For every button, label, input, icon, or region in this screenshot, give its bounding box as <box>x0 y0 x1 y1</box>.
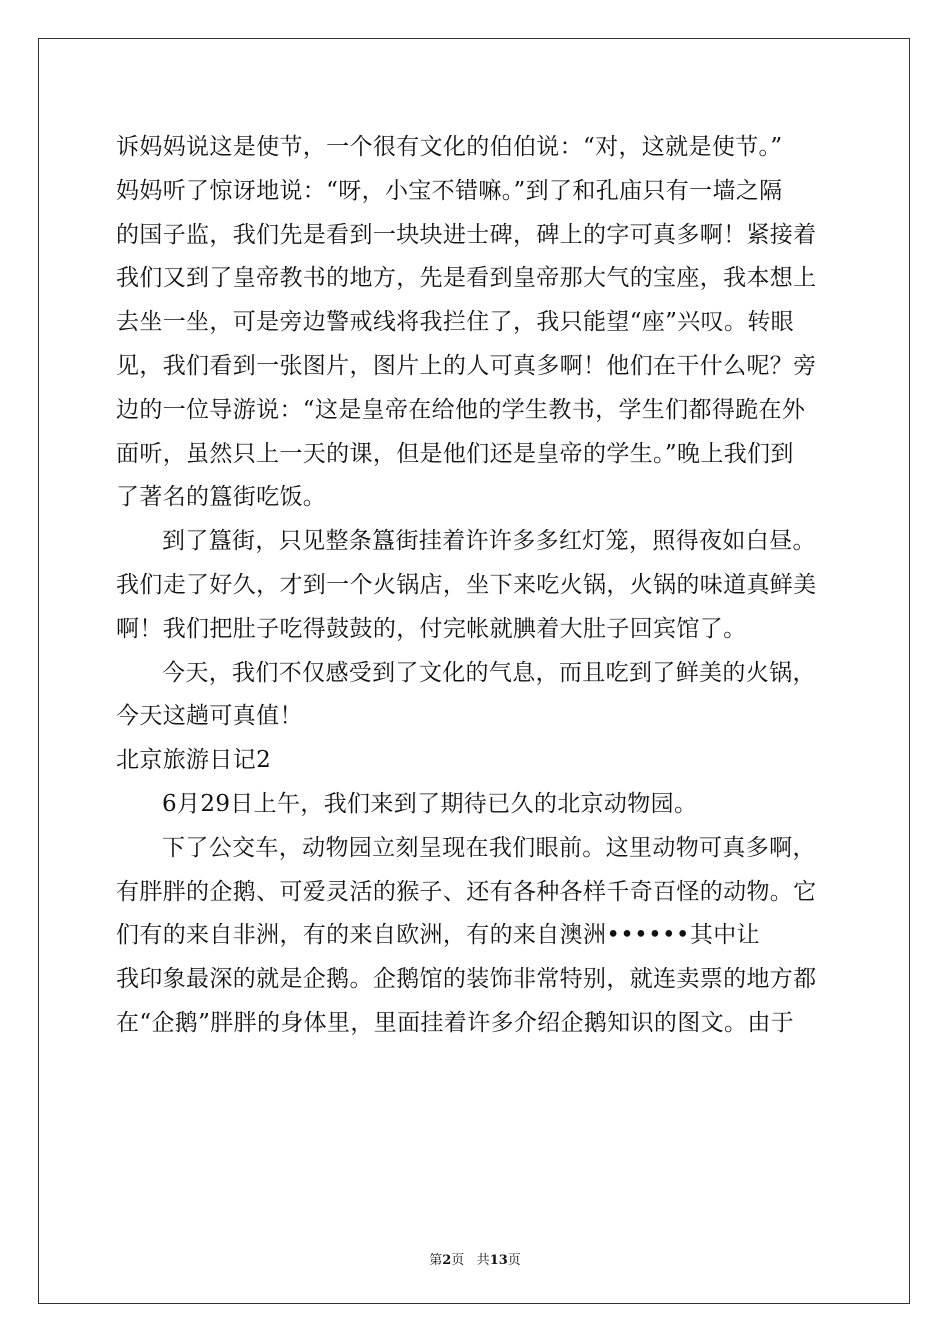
text-line: 今天这趟可真值！ <box>116 703 303 730</box>
total-suffix: 页 <box>507 1253 521 1268</box>
text-line: 6月29日上午，我们来到了期待已久的北京动物园。 <box>162 790 698 817</box>
text-line: 了著名的簋街吃饭。 <box>116 484 327 511</box>
text-line: 去坐一坐，可是旁边警戒线将我拦住了，我只能望“座”兴叹。转眼 <box>116 309 795 336</box>
text-line: 有胖胖的企鹅、可爱灵活的猴子、还有各种各样千奇百怪的动物。它 <box>116 878 817 905</box>
text-line: 我们又到了皇帝教书的地方，先是看到皇帝那大气的宝座，我本想上 <box>116 265 817 292</box>
page-number: 2 <box>442 1253 452 1268</box>
text-line: 到了簋街，只见整条簋街挂着许许多多红灯笼，照得夜如白昼。 <box>162 528 816 555</box>
text-line: 我们走了好久，才到一个火锅店，坐下来吃火锅，火锅的味道真鲜美 <box>116 571 817 598</box>
text-line: 妈妈听了惊讶地说：“呀，小宝不错嘛。”到了和孔庙只有一墙之隔 <box>116 177 783 204</box>
text-line: 在“企鹅”胖胖的身体里，里面挂着许多介绍企鹅知识的图文。由于 <box>116 1009 795 1036</box>
text-line: 边的一位导游说：“这是皇帝在给他的学生教书，学生们都得跪在外 <box>116 396 806 423</box>
section-heading: 北京旅游日记2 <box>116 747 272 774</box>
text-line: 的国子监，我们先是看到一块块进士碑，碑上的字可真多啊！紧接着 <box>116 221 817 248</box>
text-line: 诉妈妈说这是使节，一个很有文化的伯伯说：“对，这就是使节。” <box>116 134 783 160</box>
page-prefix: 第 <box>429 1253 443 1268</box>
page-footer <box>0 1249 950 1268</box>
text-line: 啊！我们把肚子吃得鼓鼓的，付完帐就腆着大肚子回宾馆了。 <box>116 615 747 642</box>
text-line: 见，我们看到一张图片，图片上的人可真多啊！他们在干什么呢？旁 <box>116 352 817 379</box>
text-line: 下了公交车，动物园立刻呈现在我们眼前。这里动物可真多啊， <box>162 834 816 861</box>
total-pages: 13 <box>489 1253 508 1268</box>
text-line: 面听，虽然只上一天的课，但是他们还是皇帝的学生。”晚上我们到 <box>116 440 794 467</box>
page-suffix: 页 <box>451 1253 465 1268</box>
total-prefix: 共 <box>476 1253 490 1268</box>
text-line: 们有的来自非洲，有的来自欧洲，有的来自澳洲••••••其中让 <box>116 922 760 949</box>
text-line: 今天，我们不仅感受到了文化的气息，而且吃到了鲜美的火锅， <box>162 659 816 686</box>
document-body <box>116 126 836 1046</box>
text-line: 我印象最深的就是企鹅。企鹅馆的装饰非常特别，就连卖票的地方都 <box>116 966 817 993</box>
